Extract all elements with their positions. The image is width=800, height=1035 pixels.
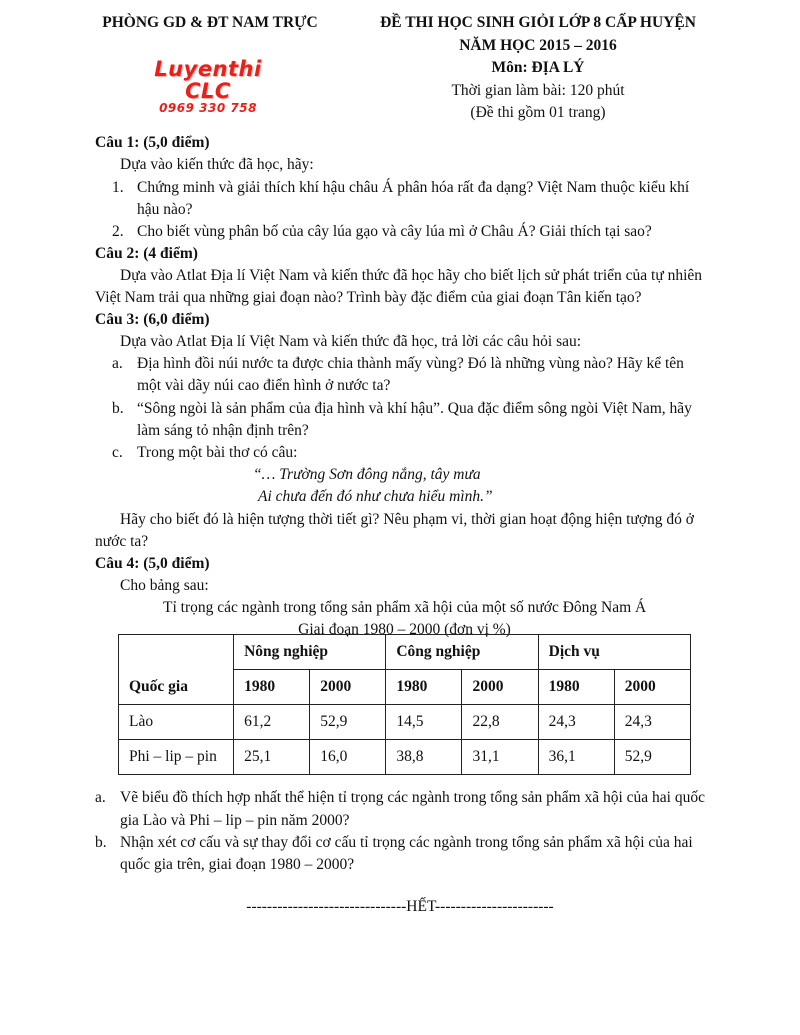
value-cell: 22,8 [462, 705, 538, 740]
q3-b-label: b. [112, 400, 124, 417]
group-header-agriculture: Nông nghiệp [234, 635, 386, 670]
department-name: PHÒNG GD & ĐT NAM TRỰC [102, 14, 318, 31]
table-row [119, 740, 691, 775]
q1-title: Câu 1: (5,0 điểm) [95, 134, 210, 151]
poem-line1: “… Trường Sơn đông nắng, tây mưa [253, 466, 481, 483]
q3-b-line2: làm sáng tỏ nhận định trên? [137, 422, 309, 439]
exam-header [358, 12, 718, 125]
value-cell: 24,3 [614, 705, 690, 740]
q3-intro: Dựa vào Atlat Địa lí Việt Nam và kiến thức đã học, trả lời các câu hỏi sau: [120, 333, 582, 350]
country-cell: Phi – lip – pin [119, 740, 234, 775]
poem-line2: Ai chưa đến đó như chưa hiểu mình.” [258, 488, 493, 505]
value-cell: 61,2 [234, 705, 310, 740]
year-header: 2000 [310, 670, 386, 705]
value-cell: 52,9 [614, 740, 690, 775]
q1-item2-text: Cho biết vùng phân bố của cây lúa gạo và cây lúa mì ở Châu Á? Giải thích tại sao? [137, 223, 652, 240]
country-cell: Lào [119, 705, 234, 740]
year-header: 2000 [462, 670, 538, 705]
q1-item1-number: 1. [112, 179, 124, 196]
country-header: Quốc gia [119, 635, 234, 705]
q4-title: Câu 4: (5,0 điểm) [95, 555, 210, 572]
q3-title: Câu 3: (6,0 điểm) [95, 311, 210, 328]
q3-after-line2: nước ta? [95, 533, 149, 550]
table-row [119, 705, 691, 740]
school-year: NĂM HỌC 2015 – 2016 [459, 36, 617, 54]
data-table [118, 634, 691, 775]
value-cell: 25,1 [234, 740, 310, 775]
q4-intro: Cho bảng sau: [120, 577, 209, 594]
exam-title: ĐỀ THI HỌC SINH GIỎI LỚP 8 CẤP HUYỆN [380, 14, 696, 31]
q4-b-line1: Nhận xét cơ cấu và sự thay đổi cơ cấu tỉ trọng các ngành trong tổng sản phẩm xã hội của hai [120, 834, 693, 851]
q3-c-label: c. [112, 444, 123, 461]
q3-a-line1: Địa hình đồi núi nước ta được chia thành mấy vùng? Đó là những vùng nào? Hãy kể tên [137, 355, 684, 372]
q3-a-label: a. [112, 355, 123, 372]
q2-title: Câu 2: (4 điểm) [95, 245, 198, 262]
q3-a-line2: một vài dãy núi cao điển hình ở nước ta? [137, 377, 391, 394]
year-header: 1980 [386, 670, 462, 705]
table-caption-1: Tỉ trọng các ngành trong tổng sản phẩm xã hội của một số nước Đông Nam Á [163, 599, 647, 616]
logo [128, 58, 288, 115]
q1-intro: Dựa vào kiến thức đã học, hãy: [120, 156, 314, 173]
table-caption-2: Giai đoạn 1980 – 2000 (đơn vị %) [298, 621, 511, 638]
value-cell: 36,1 [538, 740, 614, 775]
value-cell: 24,3 [538, 705, 614, 740]
q1-item2-number: 2. [112, 223, 124, 240]
q3-after-line1: Hãy cho biết đó là hiện tượng thời tiết gì? Nêu phạm vi, thời gian hoạt động hiện tượng đó ở [120, 511, 694, 528]
q2-line1: Dựa vào Atlat Địa lí Việt Nam và kiến thức đã học hãy cho biết lịch sử phát triển của tự nhiên [120, 267, 703, 284]
q3-c-text: Trong một bài thơ có câu: [137, 444, 298, 461]
q2-line2: Việt Nam trải qua những giai đoạn nào? Trình bày đặc điểm của giai đoạn Tân kiến tạo? [95, 289, 642, 306]
q1-item1-line2: hậu nào? [137, 201, 193, 218]
subject: Môn: ĐỊA LÝ [491, 59, 585, 76]
q3-b-line1: “Sông ngòi là sản phẩm của địa hình và khí hậu”. Qua đặc điểm sông ngòi Việt Nam, hãy [137, 400, 692, 417]
group-header-industry: Công nghiệp [386, 635, 538, 670]
q4-a-line1: Vẽ biểu đồ thích hợp nhất thể hiện tỉ trọng các ngành trong tổng sản phẩm xã hội của hai quốc [120, 789, 705, 806]
year-header: 2000 [614, 670, 690, 705]
q4-a-line2: gia Lào và Phi – lip – pin năm 2000? [120, 812, 350, 829]
year-header: 1980 [234, 670, 310, 705]
year-header: 1980 [538, 670, 614, 705]
value-cell: 16,0 [310, 740, 386, 775]
table-header-row [119, 635, 691, 670]
value-cell: 14,5 [386, 705, 462, 740]
value-cell: 52,9 [310, 705, 386, 740]
value-cell: 38,8 [386, 740, 462, 775]
value-cell: 31,1 [462, 740, 538, 775]
q1-item1-line1: Chứng minh và giải thích khí hậu châu Á phân hóa rất đa dạng? Việt Nam thuộc kiểu khí [137, 179, 690, 196]
logo-phone: 0969 330 758 [159, 101, 257, 115]
logo-title: Luyenthi CLC [154, 57, 262, 103]
q4-a-label: a. [95, 789, 106, 806]
q4-b-label: b. [95, 834, 107, 851]
end-marker: -------------------------------HẾT----------------------- [246, 898, 554, 915]
group-header-services: Dịch vụ [538, 635, 690, 670]
page-count: (Đề thi gồm 01 trang) [470, 104, 606, 121]
q4-b-line2: quốc gia trên, giai đoạn 1980 – 2000? [120, 856, 355, 873]
exam-time: Thời gian làm bài: 120 phút [451, 81, 625, 99]
